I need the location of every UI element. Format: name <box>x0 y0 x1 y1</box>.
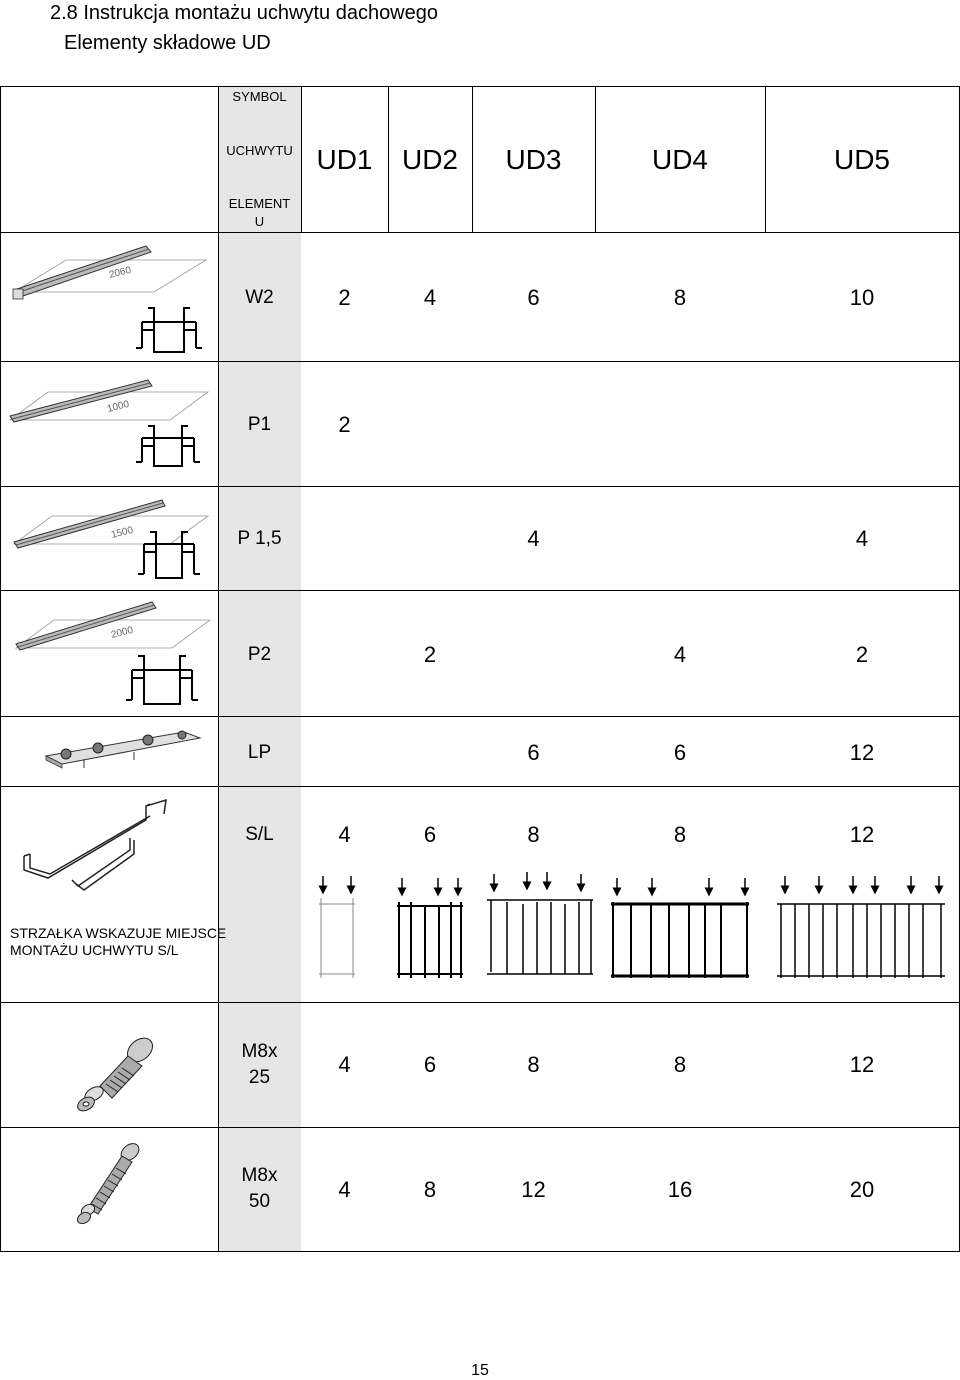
value-cell: 12 <box>849 822 875 847</box>
value-cell: 6 <box>527 740 540 765</box>
value-cell: 4 <box>855 526 869 551</box>
value-cell: 2 <box>423 642 437 667</box>
column-ud3: UD3 <box>505 144 562 175</box>
row-label <box>218 1162 301 1216</box>
value-cell: 8 <box>423 1177 437 1202</box>
value-cell: 16 <box>667 1177 693 1202</box>
svg-text:1000: 1000 <box>106 398 131 415</box>
row-label: W2 <box>245 287 274 308</box>
svg-text:1500: 1500 <box>110 524 135 541</box>
row-label-line: M8x <box>241 1165 278 1186</box>
header-element: ELEMENT <box>228 195 291 211</box>
header-uchwytu: UCHWYTU <box>226 142 293 158</box>
row-label-line: 25 <box>248 1067 271 1088</box>
column-ud4: UD4 <box>651 144 708 175</box>
header-element-u: U <box>254 213 265 229</box>
row-label-line: 50 <box>248 1191 271 1212</box>
value-cell: 2 <box>855 642 869 667</box>
rail-1000-icon <box>8 372 213 482</box>
column-ud5: UD5 <box>833 144 890 175</box>
page-title: 2.8 Instrukcja montażu uchwytu dachowego <box>50 2 438 24</box>
arrow-note <box>10 925 226 959</box>
svg-text:2060: 2060 <box>108 264 133 281</box>
row-label: S/L <box>245 824 274 845</box>
value-cell: 12 <box>849 740 875 765</box>
row-label: P 1,5 <box>237 528 282 549</box>
connector-lp-icon <box>44 728 204 778</box>
rail-2060-icon <box>6 240 211 355</box>
row-label <box>218 1038 301 1092</box>
column-ud1: UD1 <box>316 144 373 175</box>
row-label: P1 <box>247 414 272 435</box>
bolt-m8x50-icon <box>72 1140 152 1232</box>
row-label: P2 <box>247 644 272 665</box>
value-cell: 12 <box>521 1177 546 1202</box>
note-line: STRZAŁKA WSKAZUJE MIEJSCE <box>10 925 227 941</box>
value-cell: 8 <box>673 822 687 847</box>
value-cell: 8 <box>673 285 687 310</box>
value-cell: 10 <box>849 285 875 310</box>
value-cell: 20 <box>849 1177 875 1202</box>
rail-1500-icon <box>12 494 212 584</box>
value-cell: 6 <box>423 1052 437 1077</box>
value-cell: 2 <box>338 412 351 437</box>
value-cell: 2 <box>338 285 351 310</box>
value-cell: 4 <box>673 642 687 667</box>
value-cell: 4 <box>338 822 351 847</box>
row-label: LP <box>247 742 272 763</box>
value-cell: 6 <box>423 822 437 847</box>
ladder-diagram-icon <box>301 870 959 1000</box>
value-cell: 4 <box>527 526 540 551</box>
value-cell: 4 <box>338 1052 351 1077</box>
row-label-line: M8x <box>241 1041 278 1062</box>
value-cell: 12 <box>849 1052 875 1077</box>
value-cell: 8 <box>673 1052 687 1077</box>
value-cell: 4 <box>338 1177 351 1202</box>
column-ud2: UD2 <box>401 144 458 175</box>
value-cell: 8 <box>527 822 540 847</box>
value-cell: 6 <box>527 285 540 310</box>
note-line: MONTAŻU UCHWYTU S/L <box>10 942 179 958</box>
value-cell: 6 <box>673 740 687 765</box>
page-subtitle: Elementy składowe UD <box>64 32 271 54</box>
bolt-m8x25-icon <box>72 1034 162 1118</box>
page-number: 15 <box>471 1362 489 1379</box>
svg-text:2000: 2000 <box>110 624 135 641</box>
header-symbol: SYMBOL <box>232 88 287 104</box>
value-cell: 4 <box>423 285 437 310</box>
hook-sl-icon <box>20 796 170 891</box>
value-cell: 8 <box>527 1052 540 1077</box>
rail-2000-icon <box>14 596 214 714</box>
